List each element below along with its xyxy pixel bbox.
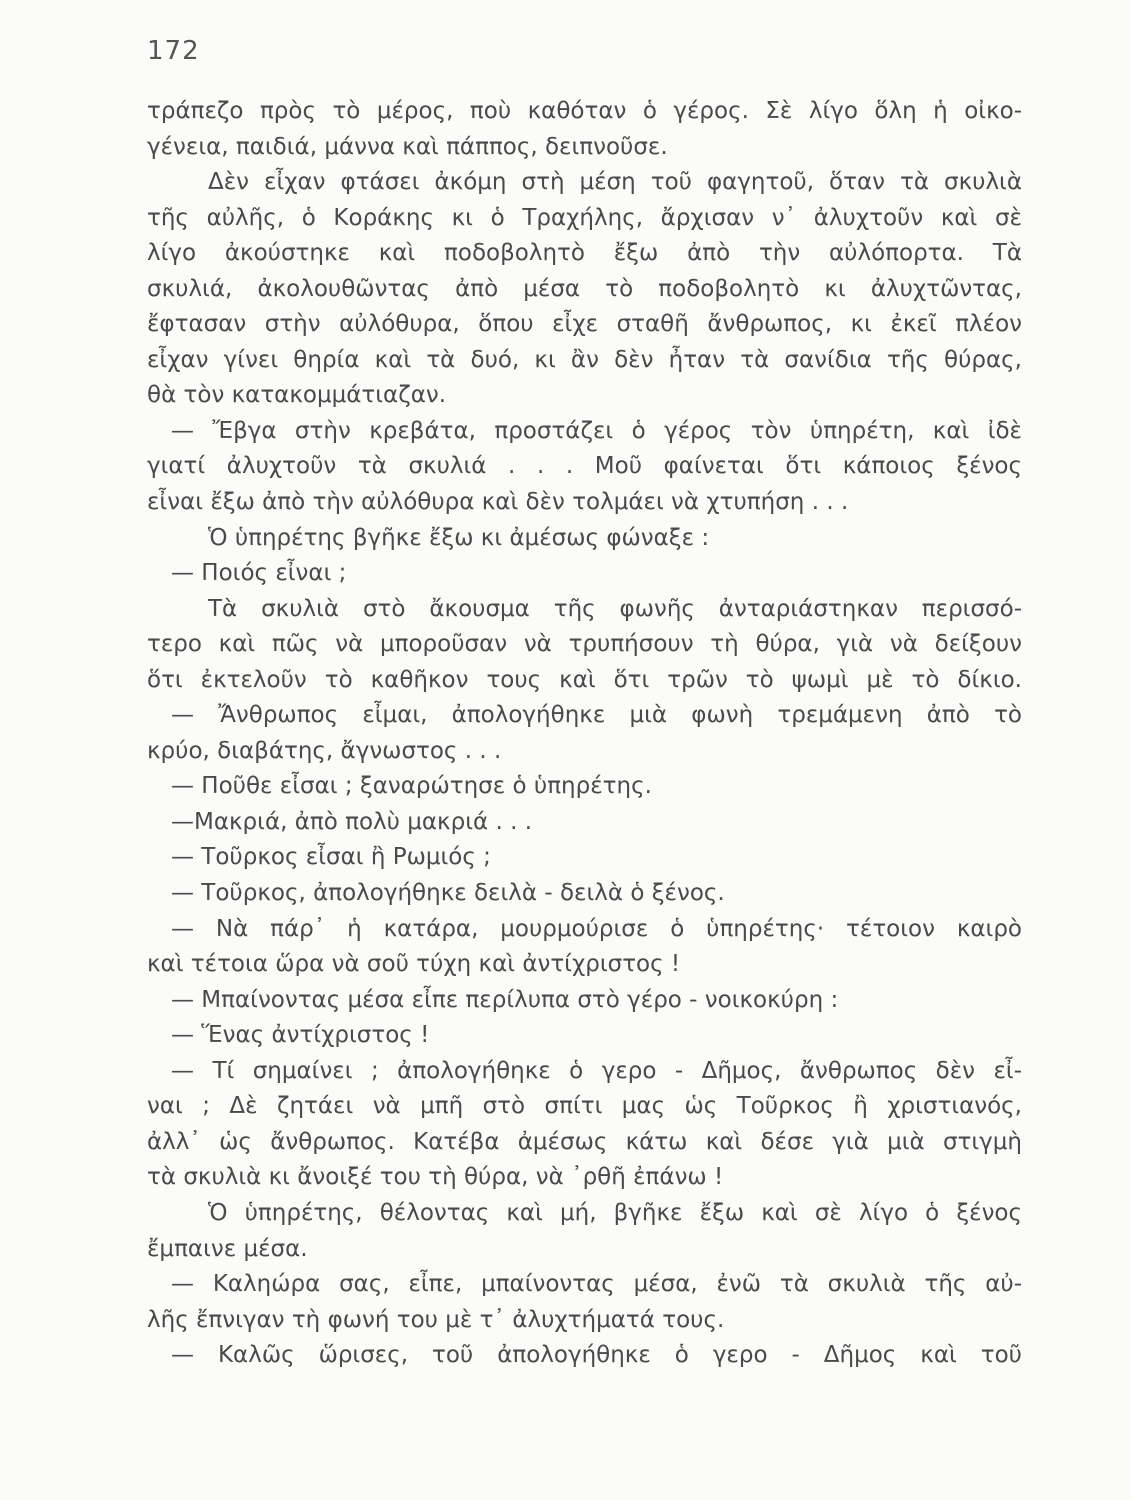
text-line: Ὁ ὑπηρέτης, θέλοντας καὶ μή, βγῆκε ἔξω καὶ σὲ λίγο ὁ ξένος [208, 1199, 1022, 1226]
text-line: λῆς ἔπνιγαν τὴ φωνή του μὲ τ᾽ ἀλυχτήματά τους. [147, 1306, 725, 1333]
text-line: καὶ τέτοια ὥρα νὰ σοῦ τύχη καὶ ἀντίχριστος ! [147, 951, 681, 978]
text-line: ναι ; Δὲ ζητάει νὰ μπῆ στὸ σπίτι μας ὡς Τοῦρκος ἢ χριστιανός, [147, 1093, 1022, 1120]
text-line: εἶναι ἔξω ἀπὸ τὴν αὐλόθυρα καὶ δὲν τολμάει νὰ χτυπήση . . . [147, 489, 849, 516]
text-line: — Τί σημαίνει ; ἀπολογήθηκε ὁ γερο - Δῆμος, ἄνθρωπος δὲν εἶ- [171, 1057, 1022, 1084]
text-line: Ὁ ὑπηρέτης βγῆκε ἔξω κι ἀμέσως φώναξε : [208, 524, 710, 551]
text-line: γένεια, παιδιά, μάννα καὶ πάππος, δειπνοῦσε. [147, 133, 668, 160]
text-line: — Ἄνθρωπος εἶμαι, ἀπολογήθηκε μιὰ φωνὴ τρεμάμενη ἀπὸ τὸ [171, 702, 1022, 729]
text-line: — Καλῶς ὥρισες, τοῦ ἀπολογήθηκε ὁ γερο - Δῆμος καὶ τοῦ [171, 1342, 1022, 1369]
text-line: ἔφτασαν στὴν αὐλόθυρα, ὅπου εἶχε σταθῆ ἄνθρωπος, κι ἐκεῖ πλέον [147, 311, 1022, 338]
text-line: Δὲν εἶχαν φτάσει ἀκόμη στὴ μέση τοῦ φαγητοῦ, ὅταν τὰ σκυλιὰ [208, 169, 1022, 196]
text-line: — Μπαίνοντας μέσα εἶπε περίλυπα στὸ γέρο - νοικοκύρη : [171, 986, 839, 1013]
text-line: γιατί ἀλυχτοῦν τὰ σκυλιά . . . Μοῦ φαίνεται ὅτι κάποιος ξένος [147, 453, 1022, 480]
page-number: 172 [147, 36, 200, 66]
text-line: λίγο ἀκούστηκε καὶ ποδοβολητὸ ἔξω ἀπὸ τὴν αὐλόπορτα. Τὰ [147, 240, 1022, 267]
text-line: — Ποῦθε εἶσαι ; ξαναρώτησε ὁ ὑπηρέτης. [171, 773, 652, 800]
text-line: θὰ τὸν κατακομμάτιαζαν. [147, 382, 447, 409]
text-line: τὰ σκυλιὰ κι ἄνοιξέ του τὴ θύρα, νὰ ᾽ρθῆ ἐπάνω ! [147, 1164, 724, 1191]
text-line: ὅτι ἐκτελοῦν τὸ καθῆκον τους καὶ ὅτι τρῶν τὸ ψωμὶ μὲ τὸ δίκιο. [147, 666, 1022, 693]
text-line: ἔμπαινε μέσα. [147, 1235, 308, 1262]
body-text [147, 94, 1022, 1374]
text-line: — Τοῦρκος, ἀπολογήθηκε δειλὰ - δειλὰ ὁ ξένος. [171, 880, 725, 907]
text-line: — Ἕνας ἀντίχριστος ! [171, 1022, 430, 1049]
text-line: τράπεζο πρὸς τὸ μέρος, ποὺ καθόταν ὁ γέρος. Σὲ λίγο ὅλη ἡ οἰκο- [147, 98, 1022, 124]
text-line: — Τοῦρκος εἶσαι ἢ Ρωμιός ; [171, 844, 491, 871]
text-line: ἀλλ᾽ ὡς ἄνθρωπος. Κατέβα ἀμέσως κάτω καὶ δέσε γιὰ μιὰ στιγμὴ [147, 1128, 1022, 1155]
text-line: εἶχαν γίνει θηρία καὶ τὰ δυό, κι ἂν δὲν ἦταν τὰ σανίδια τῆς θύρας, [147, 346, 1022, 373]
text-line: κρύο, διαβάτης, ἄγνωστος . . . [147, 737, 502, 764]
text-line: Τὰ σκυλιὰ στὸ ἄκουσμα τῆς φωνῆς ἀνταριάστηκαν περισσό- [208, 595, 1022, 622]
text-line: σκυλιά, ἀκολουθῶντας ἀπὸ μέσα τὸ ποδοβολητὸ κι ἀλυχτῶντας, [147, 275, 1022, 302]
text-line: — Ποιός εἶναι ; [171, 560, 347, 587]
text-line: τῆς αὐλῆς, ὁ Κοράκης κι ὁ Τραχήλης, ἄρχισαν ν᾽ ἀλυχτοῦν καὶ σὲ [147, 204, 1022, 231]
text-line: — Καληώρα σας, εἶπε, μπαίνοντας μέσα, ἐνῶ τὰ σκυλιὰ τῆς αὐ- [171, 1271, 1022, 1298]
text-line: — Ἔβγα στὴν κρεβάτα, προστάζει ὁ γέρος τὸν ὑπηρέτη, καὶ ἰδὲ [171, 417, 1022, 444]
text-line: — Νὰ πάρ᾽ ἡ κατάρα, μουρμούρισε ὁ ὑπηρέτης· τέτοιον καιρὸ [171, 915, 1022, 942]
text-line: τερο καὶ πῶς νὰ μποροῦσαν νὰ τρυπήσουν τὴ θύρα, γιὰ νὰ δείξουν [147, 631, 1022, 658]
text-line: —Μακριά, ἀπὸ πολὺ μακριά . . . [171, 808, 533, 835]
